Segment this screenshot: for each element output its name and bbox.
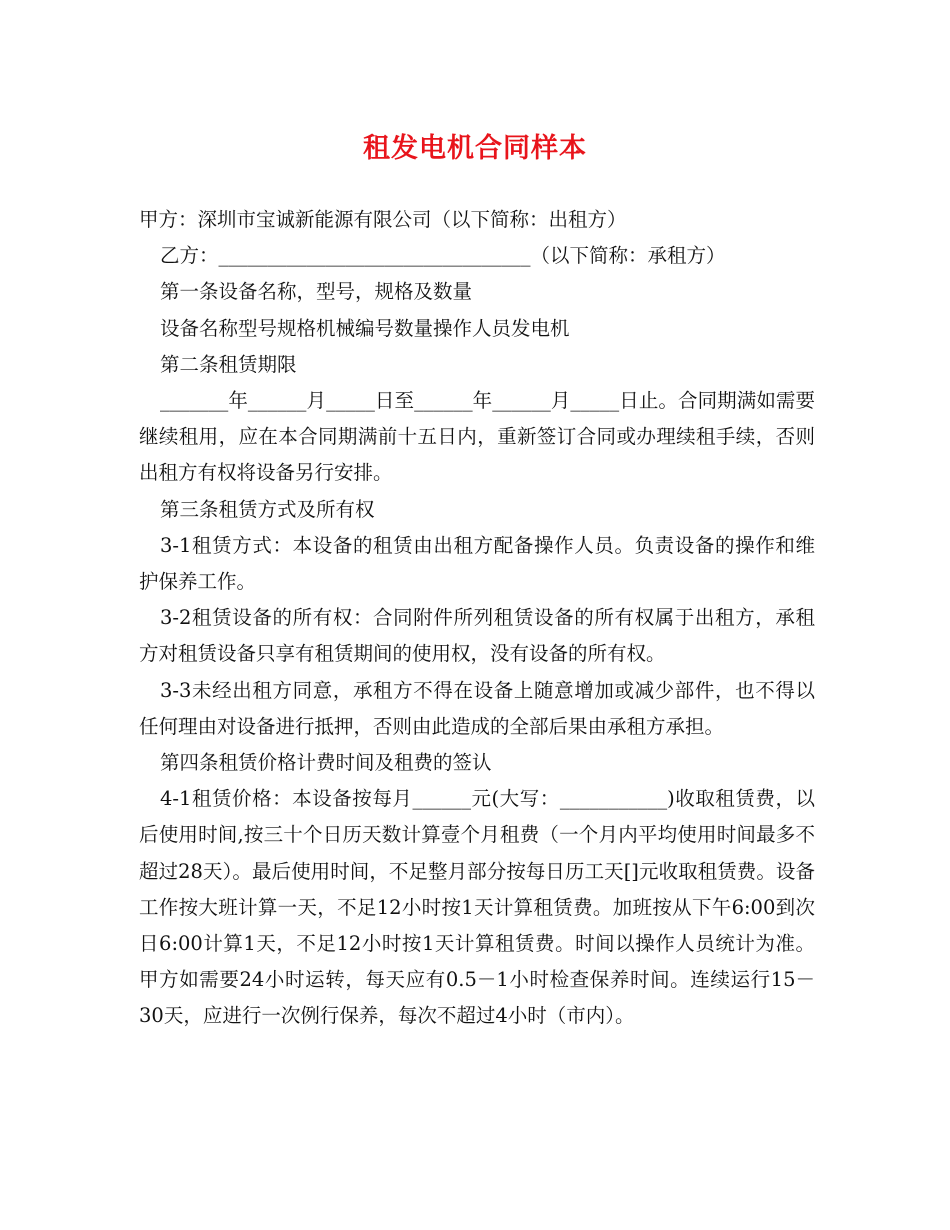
article-1-heading: 第一条设备名称，型号，规格及数量 bbox=[160, 280, 473, 304]
article-3-heading: 第三条租赁方式及所有权 bbox=[160, 497, 375, 521]
document-body bbox=[139, 202, 815, 1035]
clause-3-2: 3-2租赁设备的所有权：合同附件所列租赁设备的所有权属于出租方，承租方对租赁设备只享有租赁期间的使用权，没有设备的所有权。 bbox=[139, 606, 815, 666]
party-b-line: 乙方：________________________________（以下简称：承租方） bbox=[160, 244, 726, 268]
document-title: 租发电机合同样本 bbox=[363, 133, 587, 164]
article-4-heading: 第四条租赁价格计费时间及租费的签认 bbox=[160, 751, 492, 775]
article-2-heading: 第二条租赁期限 bbox=[160, 352, 297, 376]
lease-term-paragraph: _______年______月_____日至______年______月_____日止。合同期满如需要继续租用，应在本合同期满前十五日内，重新签订合同或办理续租手续，否则出租方有权将设备另行安排。 bbox=[139, 389, 815, 485]
party-a-line: 甲方：深圳市宝诚新能源有限公司（以下简称：出租方） bbox=[139, 208, 627, 231]
clause-3-1: 3-1租赁方式：本设备的租赁由出租方配备操作人员。负责设备的操作和维护保养工作。 bbox=[139, 533, 815, 594]
equipment-table-header: 设备名称型号规格机械编号数量操作人员发电机 bbox=[160, 316, 570, 340]
clause-4-1: 4-1租赁价格：本设备按每月______元(大写：___________)收取租赁费，以后使用时间,按三十个日历天数计算壹个月租费（一个月内平均使用时间最多不超过28天）。最后使用时间，不足整月部分按每日历工天[]元收取租赁费。设备工作按大班计算一天，不足12小时按1天计算租赁费。加班按从下午6:00到次日6:00计算1天，不足12小时按1天计算租赁费。时间以操作人员统计为准。甲方如需要24小时运转，每天应有0.5－1小时检查保养时间。连续运行15－30天，应进行一次例行保养，每次不超过4小时（市内）。 bbox=[139, 787, 815, 1028]
clause-3-3: 3-3未经出租方同意，承租方不得在设备上随意增加或减少部件，也不得以任何理由对设备进行抵押，否则由此造成的全部后果由承租方承担。 bbox=[139, 678, 815, 738]
